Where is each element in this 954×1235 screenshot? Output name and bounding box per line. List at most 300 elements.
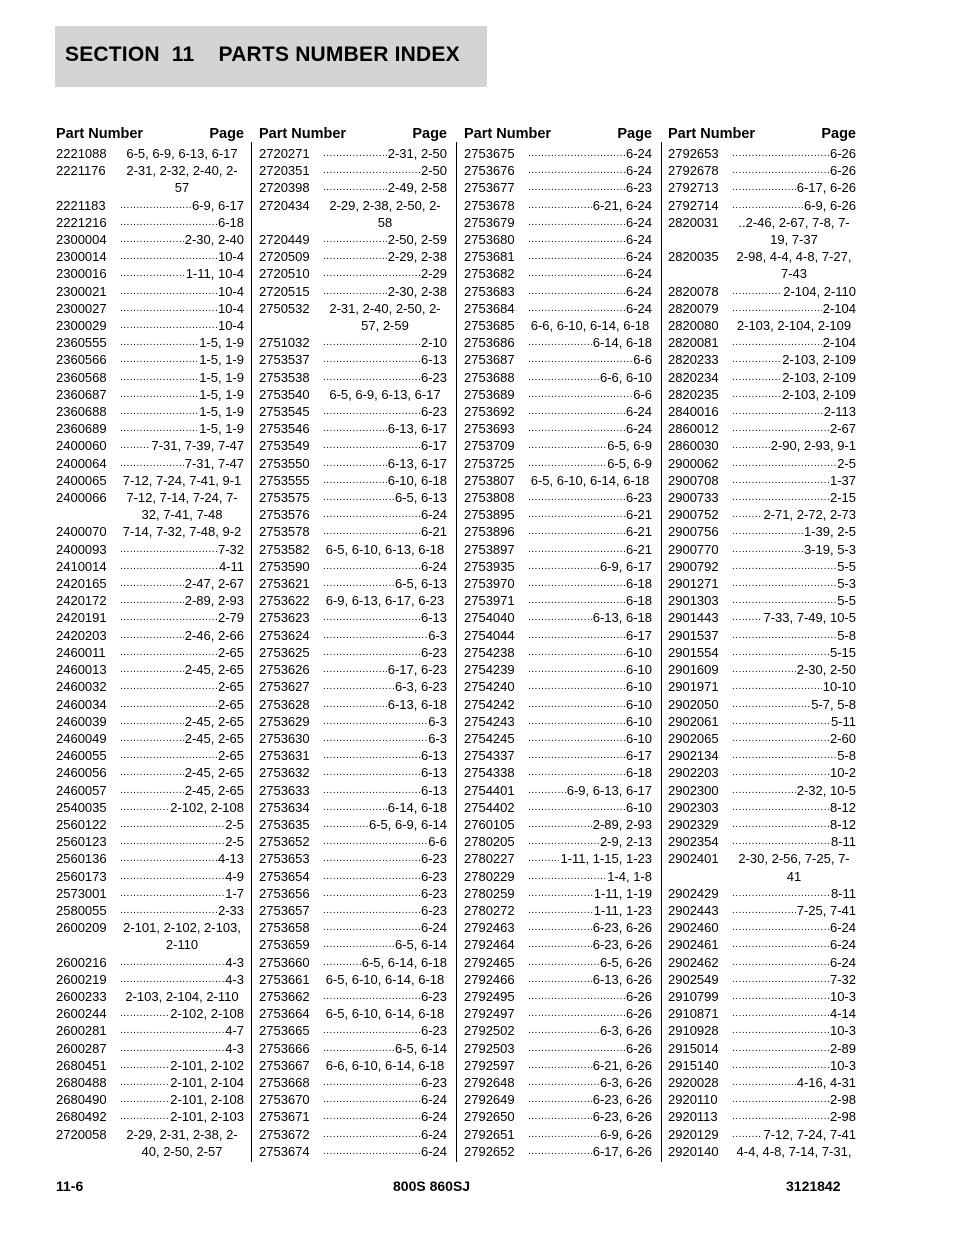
page-value: 2-65 [217, 696, 244, 712]
part-number: 2792503 [464, 1040, 515, 1056]
page-value: 6-5, 6-14, 6-18 [361, 954, 447, 970]
part-number: 2753667 [259, 1057, 310, 1073]
part-number: 2753687 [464, 352, 515, 368]
dot-leader [528, 1040, 625, 1057]
table-row [56, 954, 244, 971]
part-number: 2792465 [464, 954, 515, 970]
page-value: 6-24 [625, 404, 652, 420]
table-row [668, 541, 856, 558]
page-value: 6-5, 6-9 [607, 438, 652, 454]
dot-leader [528, 300, 625, 317]
dot-leader [323, 1040, 394, 1057]
table-row [56, 627, 244, 644]
part-number: 2720515 [259, 283, 310, 299]
table-row [56, 472, 244, 489]
table-row [56, 764, 244, 781]
dot-leader [323, 523, 420, 540]
page-value: 2-29 [420, 266, 447, 282]
page-value: 6-21, 6-26 [592, 1057, 652, 1073]
column-header [464, 118, 652, 145]
dot-leader [323, 747, 420, 764]
page-references [732, 1074, 856, 1091]
part-number: 2600244 [56, 1006, 107, 1022]
page-value: 6-9, 6-17 [599, 558, 652, 574]
page-references [323, 816, 447, 833]
part-number: 2753662 [259, 988, 310, 1004]
dot-leader [323, 472, 387, 489]
page-value: 6-24 [625, 266, 652, 282]
table-row [668, 351, 856, 368]
dot-leader [528, 885, 593, 902]
page-references [323, 799, 447, 816]
page-value: 5-5 [837, 593, 856, 609]
part-number: 2792713 [668, 180, 719, 196]
table-row [259, 747, 447, 764]
page-references [732, 833, 856, 850]
page-references [323, 902, 447, 919]
page-value: 2-31, 2-40, 2-50, 2-57, 2-59 [329, 300, 441, 334]
part-number: 2460049 [56, 730, 107, 746]
dot-leader [120, 214, 217, 231]
table-row [56, 437, 244, 454]
page-references [323, 558, 447, 575]
dot-leader [528, 988, 625, 1005]
page-references [323, 334, 447, 351]
column-divider [251, 142, 252, 1162]
table-row [464, 369, 652, 386]
page-value: 6-6 [633, 352, 652, 368]
table-row [259, 799, 447, 816]
table-row [464, 1005, 652, 1022]
part-number: 2820235 [668, 386, 719, 402]
part-number: 2754239 [464, 662, 515, 678]
page-value: 2-5 [837, 455, 856, 471]
dot-leader [120, 317, 217, 334]
page-value: 6-5, 6-10, 6-13, 6-18 [325, 541, 445, 557]
page-references [732, 489, 856, 506]
dot-leader [323, 179, 387, 196]
part-number: 2753678 [464, 197, 515, 213]
page-references [732, 919, 856, 936]
part-number: 2753674 [259, 1143, 310, 1159]
table-row [464, 420, 652, 437]
table-row [259, 833, 447, 850]
dot-leader [120, 334, 198, 351]
part-number: 2900756 [668, 524, 719, 540]
page-value: 6-26 [625, 988, 652, 1004]
page-value: 6-21 [625, 507, 652, 523]
index-column-3 [464, 118, 652, 1160]
dot-leader [323, 369, 420, 386]
table-row [464, 283, 652, 300]
table-row [259, 1108, 447, 1125]
table-row [56, 592, 244, 609]
part-number: 2720058 [56, 1126, 107, 1142]
page-references [528, 850, 652, 867]
page-references [732, 317, 856, 334]
page-value: 5-3 [837, 576, 856, 592]
page-references [120, 1126, 244, 1160]
page-value: 2-31, 2-32, 2-40, 2-57 [126, 163, 238, 196]
page-value: 2-65 [217, 679, 244, 695]
section-header [55, 26, 487, 87]
dot-leader [732, 902, 796, 919]
page-value: 6-17, 6-23 [387, 662, 447, 678]
page-value: 10-3 [829, 1023, 856, 1039]
dot-leader [120, 1091, 169, 1108]
dot-leader [323, 162, 420, 179]
table-row [464, 489, 652, 506]
dot-leader [528, 231, 625, 248]
part-number: 2753629 [259, 713, 310, 729]
dot-leader [528, 1143, 592, 1160]
table-row [259, 954, 447, 971]
table-row [464, 455, 652, 472]
dot-leader [732, 988, 829, 1005]
page-references [528, 197, 652, 214]
table-row [56, 197, 244, 214]
page-references [323, 988, 447, 1005]
page-references [528, 145, 652, 162]
part-number: 2753555 [259, 472, 310, 488]
part-number: 2720351 [259, 163, 310, 179]
dot-leader [120, 575, 184, 592]
dot-leader [323, 1022, 420, 1039]
page-value: 4-9 [225, 868, 244, 884]
page-value: 1-11, 10-4 [185, 266, 244, 282]
part-number: 2753660 [259, 954, 310, 970]
part-number: 2920028 [668, 1074, 719, 1090]
page-value: 1-7 [225, 885, 244, 901]
page-references [732, 764, 856, 781]
part-number: 2720510 [259, 266, 310, 282]
part-number: 2460034 [56, 696, 107, 712]
dot-leader [528, 283, 625, 300]
dot-leader [323, 764, 420, 781]
part-number: 2753630 [259, 730, 310, 746]
page-references [120, 627, 244, 644]
table-row [259, 403, 447, 420]
table-row [56, 300, 244, 317]
page-references [120, 145, 244, 162]
table-row [464, 1091, 652, 1108]
page-references [732, 300, 856, 317]
table-row [668, 145, 856, 162]
page-value: 2-30, 2-56, 7-25, 7-41 [738, 851, 850, 884]
part-number: 2902460 [668, 920, 719, 936]
page-value: 6-17 [625, 748, 652, 764]
page-references [120, 850, 244, 867]
part-number: 2300004 [56, 232, 107, 248]
part-number: 2600219 [56, 971, 107, 987]
page-value: 7-31, 7-39, 7-47 [151, 438, 244, 454]
page-references [528, 472, 652, 489]
dot-leader [528, 437, 606, 454]
page-references [732, 1108, 856, 1125]
page-references [323, 231, 447, 248]
page-value: 6-13, 6-18 [387, 696, 447, 712]
page-references [732, 1091, 856, 1108]
dot-leader [528, 197, 592, 214]
part-number: 2792495 [464, 988, 515, 1004]
column-divider [456, 142, 457, 1162]
page-references [732, 283, 856, 300]
dot-leader [323, 713, 427, 730]
dot-leader [323, 558, 420, 575]
page-value: 6-26 [829, 163, 856, 179]
part-number: 2901303 [668, 593, 719, 609]
page-value: 6-10 [625, 730, 652, 746]
part-number: 2753670 [259, 1092, 310, 1108]
part-number: 2753546 [259, 421, 310, 437]
part-number: 2780259 [464, 885, 515, 901]
page-value: 4-14 [829, 1006, 856, 1022]
dot-leader [120, 592, 184, 609]
dot-leader [323, 799, 387, 816]
table-row [259, 231, 447, 248]
page-references [120, 369, 244, 386]
page-references [528, 437, 652, 454]
part-number: 2420203 [56, 627, 107, 643]
table-row [464, 696, 652, 713]
dot-leader [528, 145, 625, 162]
dot-leader [528, 764, 625, 781]
page-value: 1-5, 1-9 [199, 421, 244, 437]
part-number: 2900752 [668, 507, 719, 523]
part-number: 2753578 [259, 524, 310, 540]
page-value: 6-6, 6-10 [599, 369, 652, 385]
table-row [668, 1040, 856, 1057]
page-references [528, 523, 652, 540]
page-references [120, 1057, 244, 1074]
table-row [56, 678, 244, 695]
table-row [259, 868, 447, 885]
page-value: 1-11, 1-15, 1-23 [560, 851, 652, 867]
table-row [56, 283, 244, 300]
part-number: 2900062 [668, 455, 719, 471]
page-references [120, 713, 244, 730]
dot-leader [732, 472, 829, 489]
page-references [323, 885, 447, 902]
table-row [259, 300, 447, 334]
page-value: 6-23 [420, 1074, 447, 1090]
dot-leader [120, 197, 191, 214]
dot-leader [120, 644, 217, 661]
table-row [259, 455, 447, 472]
page-value: 10-4 [217, 249, 244, 265]
dot-leader [732, 1074, 796, 1091]
page-references [323, 696, 447, 713]
part-number: 2753582 [259, 541, 310, 557]
part-number: 2400060 [56, 438, 107, 454]
page-references [120, 265, 244, 282]
page-value: 2-101, 2-102, 2-103, 2-110 [123, 920, 241, 953]
table-row [668, 902, 856, 919]
page-value: 1-11, 1-23 [593, 902, 652, 918]
part-number: 2753624 [259, 627, 310, 643]
table-row [56, 351, 244, 368]
dot-leader [120, 1074, 169, 1091]
page-references [120, 696, 244, 713]
page-references [732, 1005, 856, 1022]
dot-leader [732, 1005, 829, 1022]
page-references [528, 420, 652, 437]
page-references [528, 300, 652, 317]
dot-leader [732, 403, 823, 420]
page-value: 2-29, 2-38, 2-50, 2-58 [329, 197, 441, 230]
part-number: 2680451 [56, 1057, 107, 1073]
dot-leader [732, 799, 829, 816]
part-number: 2820233 [668, 352, 719, 368]
table-row [56, 1108, 244, 1125]
part-number: 2902329 [668, 816, 719, 832]
page-references [732, 850, 856, 884]
dot-leader [732, 523, 803, 540]
table-row [668, 730, 856, 747]
part-number: 2753693 [464, 421, 515, 437]
table-row [56, 850, 244, 867]
page-references [323, 455, 447, 472]
page-value: 10-2 [829, 765, 856, 781]
page-references [732, 523, 856, 540]
table-row [464, 816, 652, 833]
part-number: 2300027 [56, 300, 107, 316]
part-number: 2820035 [668, 249, 719, 265]
page-value: 4-3 [225, 1040, 244, 1056]
dot-leader [528, 609, 592, 626]
page-value: 6-23, 6-26 [592, 920, 652, 936]
table-row [259, 764, 447, 781]
part-number: 2792466 [464, 971, 515, 987]
dot-leader [528, 747, 625, 764]
table-row [668, 627, 856, 644]
dot-leader [323, 575, 394, 592]
page-references [120, 541, 244, 558]
part-number: 2753808 [464, 490, 515, 506]
page-value: 6-6 [428, 834, 447, 850]
page-value: 6-23 [420, 1023, 447, 1039]
table-row [56, 558, 244, 575]
part-number: 2300014 [56, 249, 107, 265]
page-value: 6-5, 6-26 [599, 954, 652, 970]
dot-leader [528, 850, 559, 867]
dot-leader [528, 696, 625, 713]
part-number: 2753627 [259, 679, 310, 695]
dot-leader [323, 437, 420, 454]
page-value: 2-60 [829, 730, 856, 746]
part-number: 2400065 [56, 472, 107, 488]
page-references [732, 747, 856, 764]
table-row [668, 420, 856, 437]
page-value: 1-11, 1-19 [593, 885, 652, 901]
part-number: 2754337 [464, 748, 515, 764]
dot-leader [120, 661, 184, 678]
part-number: 2753971 [464, 593, 515, 609]
dot-leader [323, 1091, 420, 1108]
page-references [120, 558, 244, 575]
page-references [732, 661, 856, 678]
page-value: 2-89 [829, 1040, 856, 1056]
dot-leader [528, 420, 625, 437]
page-references [528, 231, 652, 248]
dot-leader [732, 162, 829, 179]
page-references [323, 403, 447, 420]
dot-leader [528, 1091, 592, 1108]
table-row [464, 1074, 652, 1091]
page-value: 6-5, 6-9, 6-14 [368, 816, 447, 832]
page-value: 6-13 [420, 782, 447, 798]
page-value: 6-9, 6-13, 6-17 [566, 782, 652, 798]
table-row [668, 764, 856, 781]
dot-leader [528, 386, 632, 403]
page-value: 6-13, 6-26 [592, 971, 652, 987]
dot-leader [120, 248, 217, 265]
part-number: 2754338 [464, 765, 515, 781]
part-number: 2754242 [464, 696, 515, 712]
table-row [259, 902, 447, 919]
page-value: 6-23 [420, 902, 447, 918]
part-number: 2753621 [259, 576, 310, 592]
page-references [732, 455, 856, 472]
page-references [120, 1108, 244, 1125]
page-references [528, 351, 652, 368]
page-value: 6-23 [625, 490, 652, 506]
page-value: 6-24 [420, 1092, 447, 1108]
part-number: 2901971 [668, 679, 719, 695]
footer-page-number: 11-6 [56, 1178, 84, 1194]
dot-leader [528, 214, 625, 231]
table-row [668, 816, 856, 833]
page-references [528, 833, 652, 850]
dot-leader [323, 954, 361, 971]
page-value: 7-12, 7-14, 7-24, 7-32, 7-41, 7-48 [126, 490, 238, 523]
part-number: 2753709 [464, 438, 515, 454]
part-number: 2360566 [56, 352, 107, 368]
page-references [120, 799, 244, 816]
dot-leader [323, 455, 387, 472]
table-row [464, 214, 652, 231]
page-references [732, 541, 856, 558]
part-number: 2560173 [56, 868, 107, 884]
page-value: 6-24 [625, 249, 652, 265]
page-value: 4-7 [225, 1023, 244, 1039]
table-row [259, 248, 447, 265]
page-references [732, 799, 856, 816]
page-references [732, 506, 856, 523]
page-references [323, 1108, 447, 1125]
table-row [259, 334, 447, 351]
part-number: 2460057 [56, 782, 107, 798]
page-references [732, 369, 856, 386]
part-number: 2400064 [56, 455, 107, 471]
page-value: 1-39, 2-5 [803, 524, 856, 540]
table-row [259, 609, 447, 626]
page-references [732, 592, 856, 609]
page-references [528, 988, 652, 1005]
page-value: 2-30, 2-40 [184, 232, 244, 248]
table-row [259, 713, 447, 730]
page-references [528, 627, 652, 644]
part-number: 2300029 [56, 318, 107, 334]
table-row [259, 162, 447, 179]
dot-leader [120, 403, 198, 420]
table-row [56, 730, 244, 747]
page-references [732, 437, 856, 454]
dot-leader [120, 386, 198, 403]
table-row [464, 386, 652, 403]
table-row [56, 747, 244, 764]
page-references [528, 919, 652, 936]
